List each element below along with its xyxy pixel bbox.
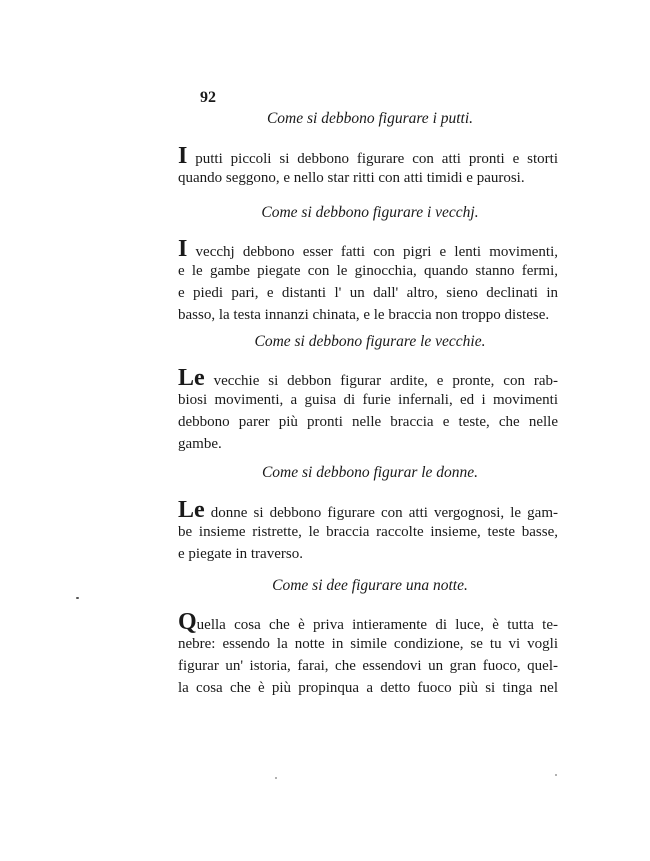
line-text: putti piccoli si debbono figurare con atti pronti e storti bbox=[195, 151, 558, 167]
text-line bbox=[178, 611, 558, 633]
section-heading-donne: Come si debbono figurar le donne. bbox=[261, 464, 479, 481]
drop-cap: I bbox=[178, 143, 188, 169]
text-line bbox=[178, 145, 558, 167]
section-heading-vecchj: Come si debbono figurare i vecchj. bbox=[261, 204, 479, 221]
text-line bbox=[178, 238, 558, 260]
section-heading-putti: Come si debbono figurare i putti. bbox=[266, 110, 474, 127]
paper-speck bbox=[275, 777, 277, 779]
line-text: vecchie si debbon figurar ardite, e pronte, con rab- bbox=[213, 373, 559, 389]
text-line: e le gambe piegate con le ginocchia, quando stanno fermi, bbox=[178, 263, 558, 279]
line-text: uella cosa che è priva intieramente di luce, è tutta te- bbox=[196, 617, 558, 633]
text-line: quando seggono, e nello star ritti con atti timidi e paurosi. bbox=[178, 170, 525, 186]
paper-speck bbox=[76, 597, 79, 599]
paragraph-vecchie bbox=[178, 367, 558, 455]
text-line: biosi movimenti, a guisa di furie infernali, ed i movimenti bbox=[178, 392, 558, 408]
drop-cap: Le bbox=[178, 365, 205, 391]
text-line: debbono parer più pronti nelle braccia e teste, che nelle bbox=[178, 414, 558, 430]
text-line bbox=[178, 367, 558, 389]
text-line: be insieme ristrette, le braccia raccolte insieme, teste basse, bbox=[178, 524, 558, 540]
text-line: e piedi pari, e distanti l' un dall' altro, sieno declinati in bbox=[178, 285, 558, 301]
drop-cap: I bbox=[178, 236, 188, 262]
paragraph-vecchj bbox=[178, 238, 558, 326]
paper-speck bbox=[555, 774, 557, 776]
text-line: basso, la testa innanzi chinata, e le braccia non troppo distese. bbox=[178, 307, 550, 323]
text-line: la cosa che è più propinqua a detto fuoco più si tinga nel bbox=[178, 680, 558, 696]
section-heading-vecchie: Come si debbono figurare le vecchie. bbox=[254, 333, 486, 350]
line-text: donne si debbono figurare con atti vergognosi, le gam- bbox=[210, 505, 559, 521]
line-text: vecchj debbono esser fatti con pigri e lenti movimenti, bbox=[195, 244, 558, 260]
text-line bbox=[178, 499, 558, 521]
drop-cap: Q bbox=[178, 609, 197, 635]
paragraph-notte bbox=[178, 611, 558, 699]
text-line: e piegate in traverso. bbox=[178, 546, 303, 562]
text-line: gambe. bbox=[178, 436, 222, 452]
text-line: figurar un' istoria, farai, che essendovi un gran fuoco, quel- bbox=[178, 658, 558, 674]
paragraph-putti bbox=[178, 145, 558, 189]
paragraph-donne bbox=[178, 499, 558, 565]
text-line: nebre: essendo la notte in simile condizione, se tu vi vogli bbox=[178, 636, 558, 652]
drop-cap: Le bbox=[178, 497, 205, 523]
page-number: 92 bbox=[200, 89, 216, 106]
section-heading-notte: Come si dee figurare una notte. bbox=[272, 577, 468, 594]
